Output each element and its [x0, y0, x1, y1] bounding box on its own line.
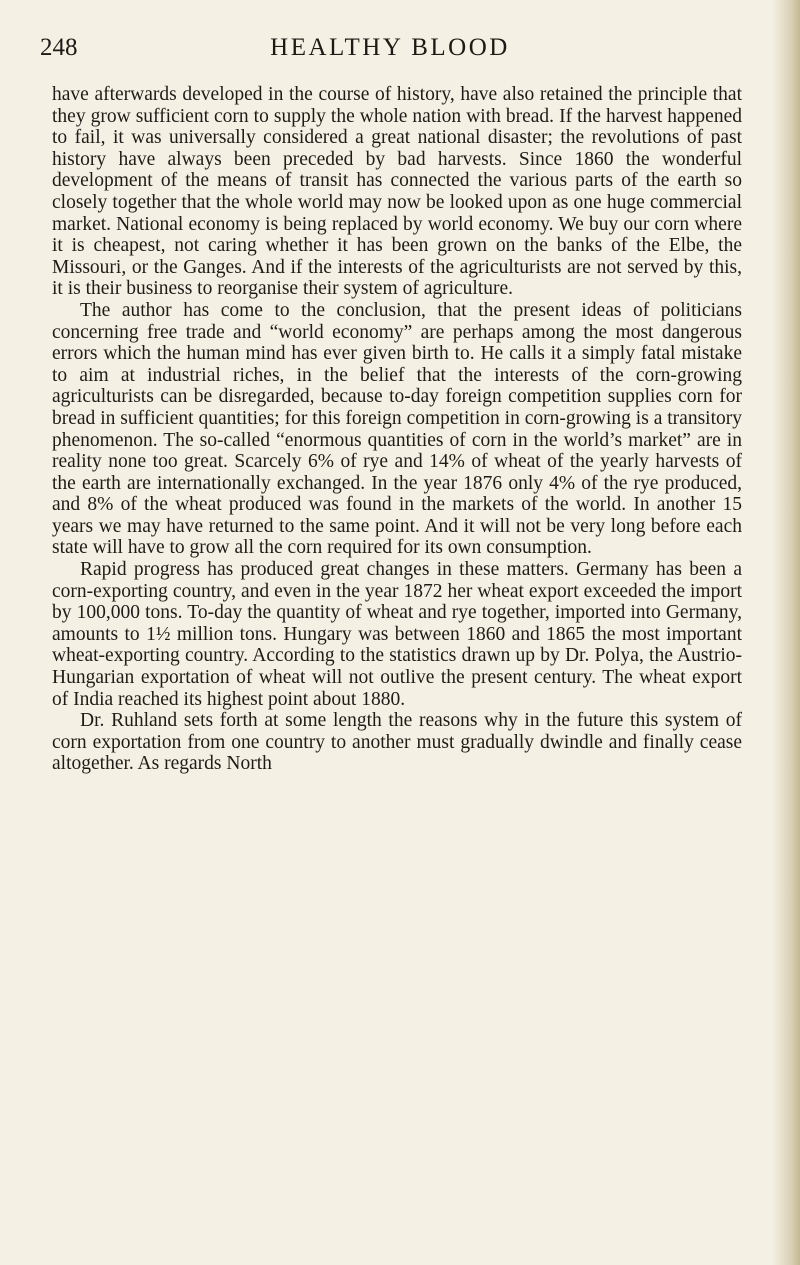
paragraph-2: The author has come to the conclusion, that the present ideas of politicians concerning free trade and “world economy” are perhaps among the most dangerous errors which the human mind has ever given birth to. He calls it a simply fatal mistake to aim at industrial riches, in the belief that the interests of the corn-growing agriculturists can be disregarded, because to-day foreign competition supplies corn for bread in sufficient quantities; for this foreign competition in corn-growing is a transitory phenomenon. The so-called “enormous quantities of corn in the world’s market” are in reality none too great. Scarcely 6% of rye and 14% of wheat of the yearly harvests of the earth are internationally exchanged. In the year 1876 only 4% of the rye produced, and 8% of the wheat produced was found in the markets of the world. In another 15 years we may have returned to the same point. And it will not be very long before each state will have to grow all the corn required for its own consumption.	[52, 299, 742, 559]
paragraph-1: have afterwards developed in the course of history, have also retained the principle that they grow sufficient corn to supply the whole nation with bread. If the harvest happened to fail, it was universally considered a great national disaster; the revolutions of past history have always been preceded by bad harvests. Since 1860 the wonderful development of the means of transit has connected the various parts of the earth so closely together that the whole world may now be looked upon as one huge commercial market. National economy is being replaced by world economy. We buy our corn where it is cheapest, not caring whether it has been grown on the banks of the Elbe, the Missouri, or the Ganges. And if the interests of the agriculturists are not served by this, it is their business to reorganise their system of agriculture.	[52, 84, 742, 300]
page-header	[40, 32, 740, 72]
paragraph-3: Rapid progress has produced great changes in these matters. Germany has been a corn-exporting country, and even in the year 1872 her wheat export exceeded the import by 100,000 tons. To-day the quantity of wheat and rye together, imported into Germany, amounts to 1½ million tons. Hungary was between 1860 and 1865 the most important wheat-exporting country. According to the statistics drawn up by Dr. Polya, the Austrio-Hungarian exportation of wheat will not outlive the present century. The wheat export of India reached its highest point about 1880.	[52, 559, 742, 710]
page-number: 248	[40, 34, 78, 61]
running-head: HEALTHY BLOOD	[270, 34, 510, 61]
page-edge-shadow	[772, 0, 800, 1265]
paragraph-4: Dr. Ruhland sets forth at some length the reasons why in the future this system of corn exportation from one country to another must gradually dwindle and finally cease altogether. As regards North	[52, 710, 742, 775]
body-text	[52, 84, 742, 775]
